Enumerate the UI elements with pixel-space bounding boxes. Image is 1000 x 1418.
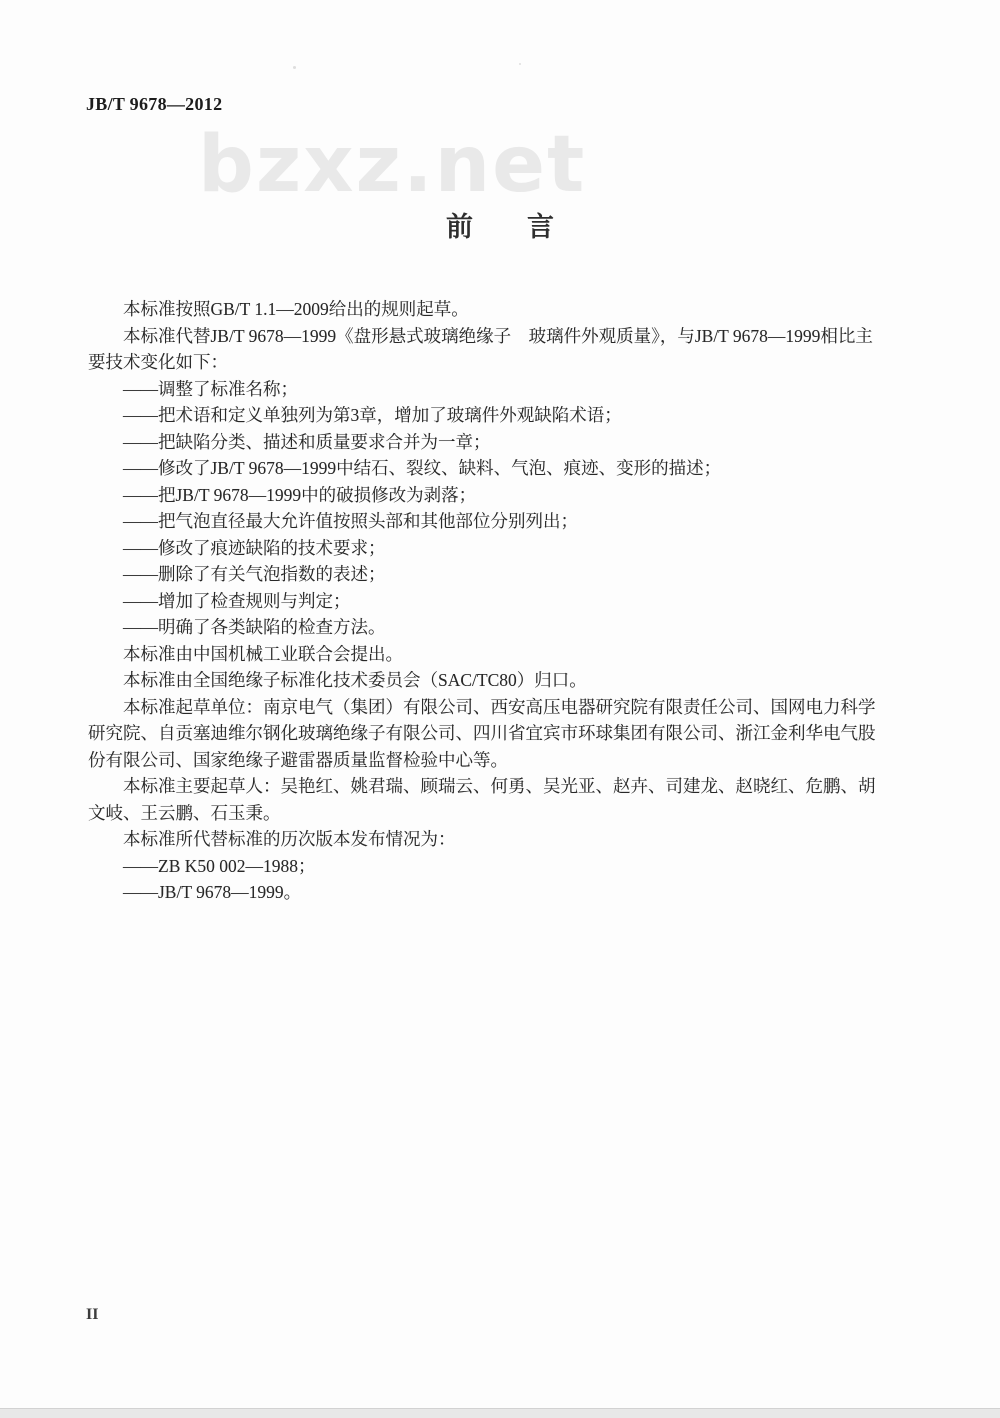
text-line: 文岐、王云鹏、石玉秉。 [88, 802, 281, 823]
foreword-body [88, 296, 916, 906]
text-line: ——把JB/T 9678—1999中的破损修改为剥落； [123, 484, 477, 505]
text-line: 本标准所代替标准的历次版本发布情况为： [123, 829, 456, 849]
text-line: ——删除了有关气泡指数的表述； [123, 564, 386, 584]
text-line: ——修改了痕迹缺陷的技术要求； [123, 537, 386, 558]
text-line: ——ZB K50 002—1988； [123, 855, 316, 876]
scan-artifact [519, 63, 521, 65]
scan-edge [0, 1408, 1000, 1418]
text-line: ——明确了各类缺陷的检查方法。 [123, 617, 386, 637]
text-line: 本标准起草单位：南京电气（集团）有限公司、西安高压电器研究院有限责任公司、国网电力科学 [123, 696, 876, 717]
text-line: 研究院、自贡塞迪维尔钢化玻璃绝缘子有限公司、四川省宜宾市环球集团有限公司、浙江金利华电气股 [88, 723, 876, 743]
text-line: ——把缺陷分类、描述和质量要求合并为一章； [123, 431, 491, 452]
text-line: ——调整了标准名称； [123, 378, 298, 399]
standard-code: JB/T 9678—2012 [86, 94, 223, 114]
text-line: 份有限公司、国家绝缘子避雷器质量监督检验中心等。 [88, 749, 508, 770]
scan-artifact [293, 66, 296, 69]
text-line: 本标准主要起草人：吴艳红、姚君瑞、顾瑞云、何勇、吴光亚、赵卉、司建龙、赵晓红、危鹏、胡 [123, 776, 876, 796]
text-line: ——修改了JB/T 9678—1999中结石、裂纹、缺料、气泡、痕迹、变形的描述； [123, 458, 722, 478]
text-line: ——增加了检查规则与判定； [123, 590, 351, 611]
text-line: ——把术语和定义单独列为第3章，增加了玻璃件外观缺陷术语； [123, 405, 622, 425]
text-line: 本标准由中国机械工业联合会提出。 [123, 643, 403, 664]
text-line: 本标准按照GB/T 1.1—2009给出的规则起草。 [123, 299, 469, 319]
text-line: ——把气泡直径最大允许值按照头部和其他部位分别列出； [123, 511, 578, 531]
page-number: II [86, 1306, 99, 1323]
text-line: 本标准代替JB/T 9678—1999《盘形悬式玻璃绝缘子 玻璃件外观质量》，与JB/T 9678—1999相比主 [123, 325, 873, 346]
text-line: ——JB/T 9678—1999。 [123, 882, 302, 902]
text-line: 要技术变化如下： [88, 352, 228, 372]
text-line: 本标准由全国绝缘子标准化技术委员会（SAC/TC80）归口。 [123, 670, 587, 690]
watermark: bzxz.net [198, 120, 587, 210]
page-title: 前 言 [446, 212, 554, 242]
